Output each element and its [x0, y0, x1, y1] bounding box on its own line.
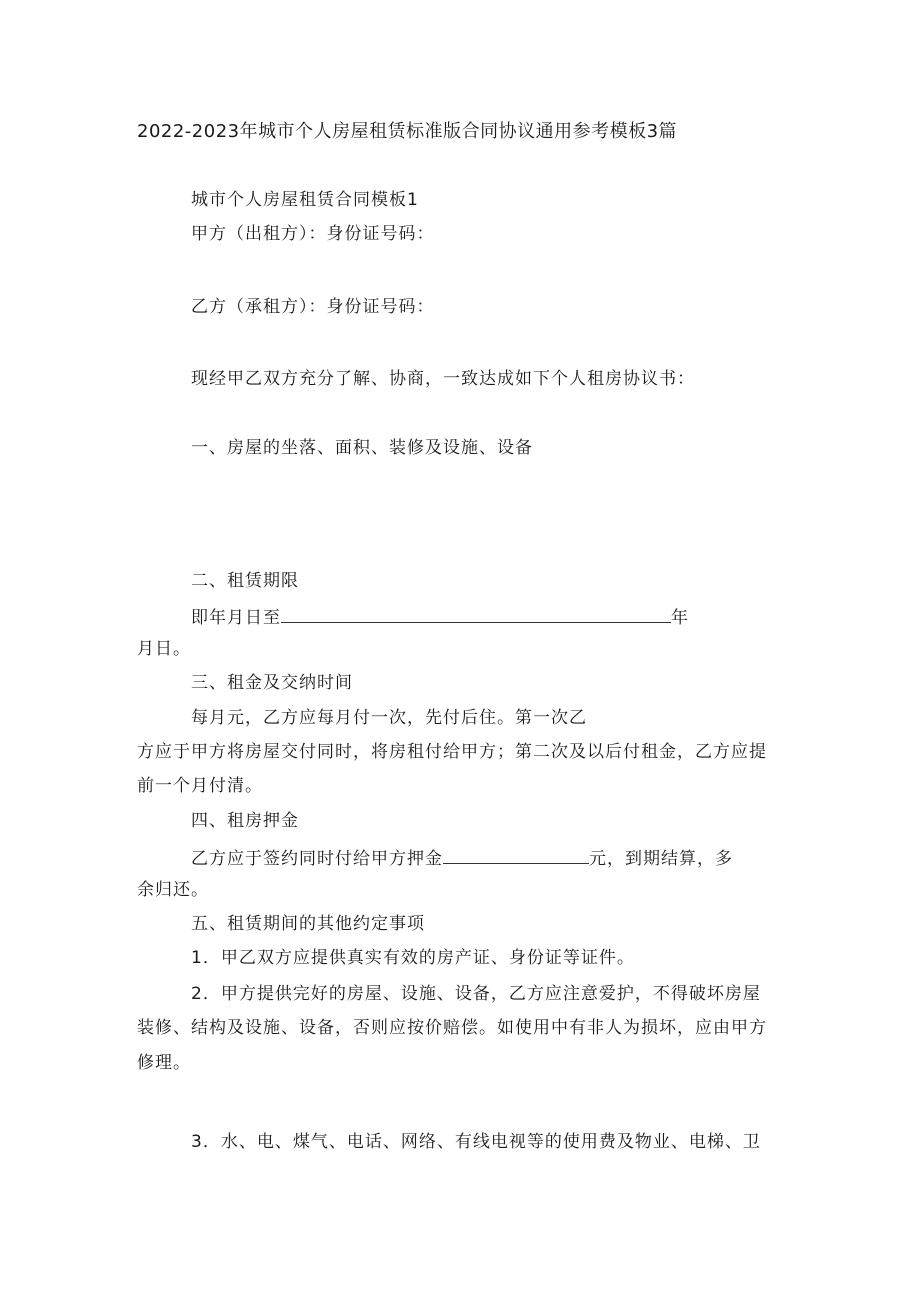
section-3-heading: 三、租金及交纳时间 — [191, 673, 353, 693]
item-3-line-1: 3．水、电、煤气、电话、网络、有线电视等的使用费及物业、电梯、卫 — [191, 1132, 761, 1152]
deposit-text-a: 乙方应于签约同时付给甲方押金 — [191, 849, 443, 869]
item-2-line-2: 装修、结构及设施、设备，否则应按价赔偿。如使用中有非人为损坏，应由甲方 — [137, 1018, 767, 1038]
section-2-heading: 二、租赁期限 — [191, 571, 299, 591]
preamble-text: 现经甲乙双方充分了解、协商，一致达成如下个人租房协议书： — [191, 369, 695, 389]
rent-paragraph-line-2: 方应于甲方将房屋交付同时，将房租付给甲方；第二次及以后付租金，乙方应提 — [137, 742, 767, 762]
section-5-heading: 五、租赁期间的其他约定事项 — [191, 914, 425, 934]
term-start-text: 即年月日至 — [191, 608, 281, 628]
item-2-line-1: 2．甲方提供完好的房屋、设施、设备，乙方应注意爱护，不得破坏房屋 — [191, 984, 761, 1004]
deposit-blank-underline — [443, 845, 589, 864]
term-blank-underline — [281, 604, 671, 623]
item-2-line-3: 修理。 — [137, 1053, 191, 1073]
rent-paragraph-line-3: 前一个月付清。 — [137, 776, 263, 796]
rent-paragraph-line-1: 每月元，乙方应每月付一次，先付后住。第一次乙 — [191, 708, 587, 728]
template-heading: 城市个人房屋租赁合同模板1 — [191, 190, 419, 210]
section-1-heading: 一、房屋的坐落、面积、装修及设施、设备 — [191, 438, 533, 458]
deposit-line-1 — [191, 845, 733, 870]
term-end-text: 月日。 — [137, 639, 191, 659]
term-line — [191, 604, 689, 629]
party-b-line: 乙方（承租方）：身份证号码： — [191, 297, 435, 317]
deposit-text-b: 元，到期结算，多 — [589, 849, 733, 869]
item-1: 1．甲乙双方应提供真实有效的房产证、身份证等证件。 — [191, 948, 635, 968]
party-a-line: 甲方（出租方）：身份证号码： — [191, 224, 435, 244]
document-title: 2022-2023年城市个人房屋租赁标准版合同协议通用参考模板3篇 — [137, 121, 678, 142]
section-4-heading: 四、租房押金 — [191, 811, 299, 831]
term-year-text: 年 — [671, 608, 689, 628]
deposit-line-2: 余归还。 — [137, 880, 209, 900]
